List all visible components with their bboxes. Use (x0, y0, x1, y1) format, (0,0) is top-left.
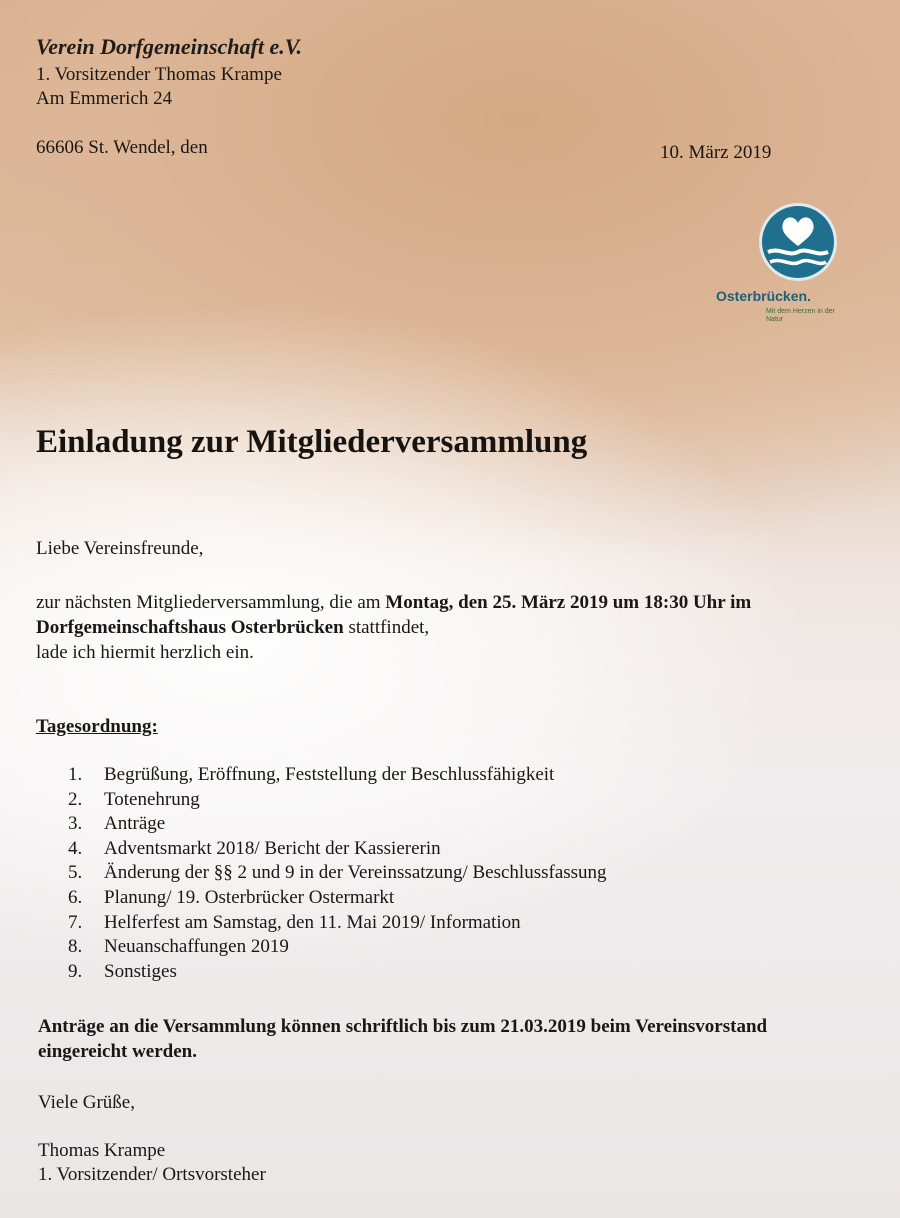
agenda-item (68, 935, 607, 960)
agenda-item (68, 788, 607, 813)
logo-name: Osterbrücken. (716, 288, 811, 304)
agenda-item (68, 886, 607, 911)
agenda-item (68, 911, 607, 936)
notice-line-2: eingereicht werden. (38, 1041, 197, 1062)
agenda-number: 2. (68, 788, 83, 810)
agenda-number: 6. (68, 886, 83, 908)
closing-greeting: Viele Grüße, (38, 1092, 135, 1113)
heart-waves-logo-icon (758, 202, 838, 282)
agenda-number: 8. (68, 936, 83, 958)
agenda-text: Adventsmarkt 2018/ Bericht der Kassiererin (104, 837, 441, 859)
agenda-text: Totenehrung (104, 788, 200, 810)
agenda-heading: Tagesordnung: (36, 716, 158, 737)
letter-date: 10. März 2019 (660, 142, 772, 163)
agenda-item (68, 960, 607, 985)
agenda-text: Änderung der §§ 2 und 9 in der Vereinssatzung/ Beschlussfassung (104, 862, 607, 884)
submission-notice (38, 1014, 767, 1064)
osterbruecken-logo (716, 202, 844, 332)
body-venue: Dorfgemeinschaftshaus Osterbrücken (36, 617, 344, 638)
agenda-item (68, 763, 607, 788)
agenda-number: 5. (68, 862, 83, 884)
notice-line-1: Anträge an die Versammlung können schriftlich bis zum 21.03.2019 beim Vereinsvorstand (38, 1016, 768, 1037)
logo-tagline: Mit dem Herzen in der Natur (766, 308, 835, 323)
agenda-number: 3. (68, 813, 83, 835)
agenda-text: Anträge (104, 813, 166, 835)
agenda-number: 4. (68, 837, 83, 859)
agenda-text: Neuanschaffungen 2019 (104, 936, 289, 958)
signature-role: 1. Vorsitzender/ Ortsvorsteher (38, 1164, 266, 1185)
agenda-number: 9. (68, 960, 83, 982)
body-date-time: Montag, den 25. März 2019 um 18:30 Uhr im (385, 592, 752, 613)
body-text-3: lade ich hiermit herzlich ein. (36, 642, 254, 663)
agenda-text: Helferfest am Samstag, den 11. Mai 2019/ Information (104, 911, 521, 933)
agenda-text: Planung/ 19. Osterbrücker Ostermarkt (104, 886, 395, 908)
agenda-item (68, 861, 607, 886)
sender-organization: Verein Dorfgemeinschaft e.V. (36, 34, 303, 59)
invitation-body (36, 590, 751, 665)
body-text-2: stattfindet, (343, 617, 430, 638)
signature-name: Thomas Krampe (38, 1140, 166, 1161)
body-text-1: zur nächsten Mitgliederversammlung, die am (36, 592, 386, 613)
page-title: Einladung zur Mitgliederversammlung (36, 424, 588, 460)
sender-street: Am Emmerich 24 (36, 88, 173, 109)
agenda-list (68, 763, 607, 984)
agenda-text: Sonstiges (104, 960, 177, 982)
sender-city: 66606 St. Wendel, den (36, 137, 208, 158)
salutation: Liebe Vereinsfreunde, (36, 538, 204, 559)
agenda-number: 1. (68, 764, 83, 785)
sender-chair: 1. Vorsitzender Thomas Krampe (36, 64, 282, 85)
agenda-text: Begrüßung, Eröffnung, Feststellung der Beschlussfähigkeit (104, 764, 555, 785)
agenda-number: 7. (68, 911, 83, 933)
agenda-item (68, 812, 607, 837)
agenda-item (68, 837, 607, 862)
